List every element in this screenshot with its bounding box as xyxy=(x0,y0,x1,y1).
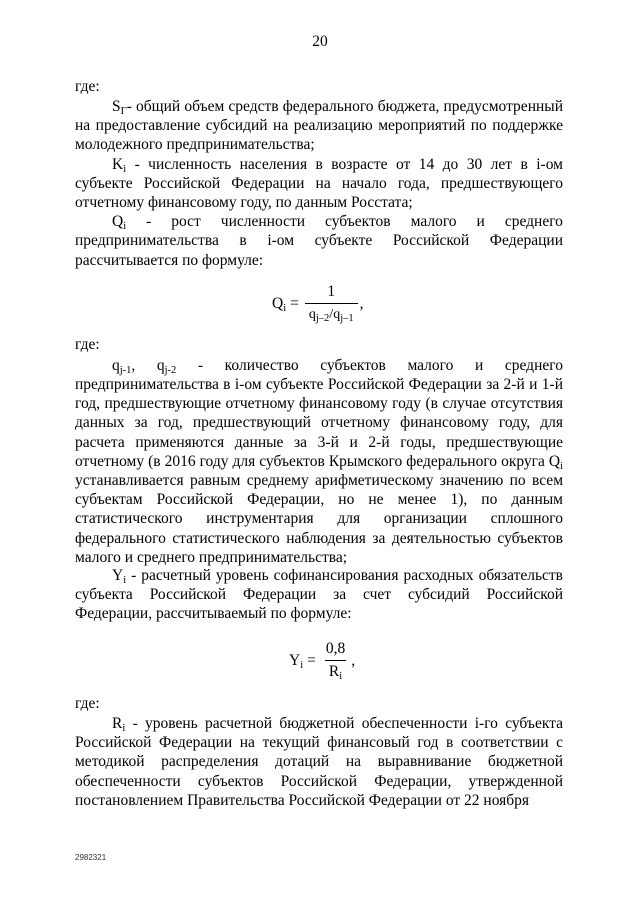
formula-yi xyxy=(289,640,355,681)
word: рост xyxy=(171,213,201,230)
word: Российской xyxy=(392,232,470,249)
paragraph-sg xyxy=(75,97,563,155)
symbol-y: Y xyxy=(112,567,124,584)
word: количество xyxy=(224,357,299,374)
paragraph-qj-line-1 xyxy=(112,356,563,375)
paragraph-yi xyxy=(75,566,563,624)
paragraph-qi-line-3: рассчитывается по формуле: xyxy=(75,252,264,269)
formula-yi-comma: , xyxy=(351,651,356,669)
word: среднего xyxy=(504,357,563,374)
word: - xyxy=(197,357,204,374)
word: Федерации xyxy=(489,232,563,249)
word: численности xyxy=(220,213,306,230)
symbol-s: S xyxy=(112,98,121,115)
word: - xyxy=(146,213,152,230)
formula-qi-equals: = xyxy=(290,294,299,312)
word: субъектов xyxy=(320,357,386,374)
where-label-2: где: xyxy=(75,336,100,353)
word: малого xyxy=(407,357,454,374)
word: субъекте xyxy=(314,232,373,249)
page-number: 20 xyxy=(312,33,328,50)
word: субъектов xyxy=(325,213,391,230)
where-label-1: где: xyxy=(75,78,100,95)
formula-yi-denominator: $R_i$ xyxy=(325,660,346,681)
paragraph-ki-text: - численность населения в возрасте от 14 до 30 лет в i-ом субъекте Российской Федерации на начало года, предшествующего отчетному финансовому году, по данным Росстата; xyxy=(75,156,563,212)
symbol-r: R xyxy=(112,715,123,732)
symbol-s-subscript: Г xyxy=(120,106,127,117)
symbol-qi-subscript: i xyxy=(560,460,563,472)
word: и xyxy=(476,213,485,230)
document-code: 2982321 xyxy=(75,853,107,862)
formula-yi-numerator: 0,8 xyxy=(325,640,346,657)
symbol-k: K xyxy=(112,156,124,173)
symbol-qj2: $q_{j-2}$ xyxy=(156,357,177,376)
word: и xyxy=(474,357,484,374)
word: i-ом xyxy=(267,232,295,249)
formula-qi-numerator: 1 xyxy=(327,283,336,300)
paragraph-qi-line-2 xyxy=(75,231,563,250)
paragraph-qi-line-1 xyxy=(112,212,563,231)
formula-qi-lhs: $Q_i$ xyxy=(272,294,287,314)
symbol-qj1: $q_{j-1}$, xyxy=(112,357,136,376)
symbol-q-subscript: i xyxy=(123,221,127,232)
paragraph-yi-text: - расчетный уровень софинансирования расходных обязательств субъекта Российской Федерации за счет субсидий Российской Федерации, рассчитываемый по формуле: xyxy=(75,567,563,623)
formula-yi-fraction xyxy=(322,640,349,681)
formula-qi-fraction xyxy=(305,283,358,324)
paragraph-ki xyxy=(75,155,563,213)
symbol-k-subscript: i xyxy=(123,164,127,175)
formula-qi-denominator: $q_{j-2}/q_{j-1}$ xyxy=(305,303,358,324)
formula-qi-comma: , xyxy=(359,294,364,312)
formula-qi xyxy=(272,283,363,324)
symbol-r-subscript: i xyxy=(122,723,126,734)
paragraph-qj-body: предпринимательства в i-ом субъекте Российской Федерации за 2-й и 1-й год, предшествующие отчетному финансовому году (в случае отсутствия данных за год, предшествующий отчетному финансовому году, для расчета применяются данные за 3-й и 2-й годы, предшествующие отчетному (в 2016 году для субъектов Крымского федерального округа $Q_i$ устанавливается равным среднему арифметическому значению по всем субъектам Российской Федерации, но не менее 1), по данным статистического инструментария для организации сплошного федерального статистического наблюдения за деятельностью субъектов малого и среднего предпринимательства; xyxy=(75,376,563,566)
formula-yi-lhs: $Y_i$ xyxy=(289,651,304,671)
word: в xyxy=(239,232,247,249)
paragraph-ri xyxy=(75,714,563,810)
word: малого xyxy=(410,213,457,230)
word: предпринимательства xyxy=(75,232,219,249)
symbol-q: $Q_i$ xyxy=(112,213,127,232)
symbol-y-subscript: i xyxy=(123,575,127,586)
paragraph-ri-text: - уровень расчетной бюджетной обеспеченности i-го субъекта Российской Федерации на текущий финансовый год в соответствии с методикой распределения дотаций на выравнивание бюджетной обеспеченности субъектов Российской Федерации, утвержденной постановлением Правительства Российской Федерации от 22 ноября xyxy=(75,715,563,809)
formula-yi-equals: = xyxy=(307,651,316,669)
word: среднего xyxy=(504,213,563,230)
where-label-3: где: xyxy=(75,695,100,712)
paragraph-sg-text: - общий объем средств федерального бюджета, предусмотренный на предоставление субсидий на реализацию мероприятий по поддержке молодежного предпринимательства; xyxy=(75,98,563,154)
